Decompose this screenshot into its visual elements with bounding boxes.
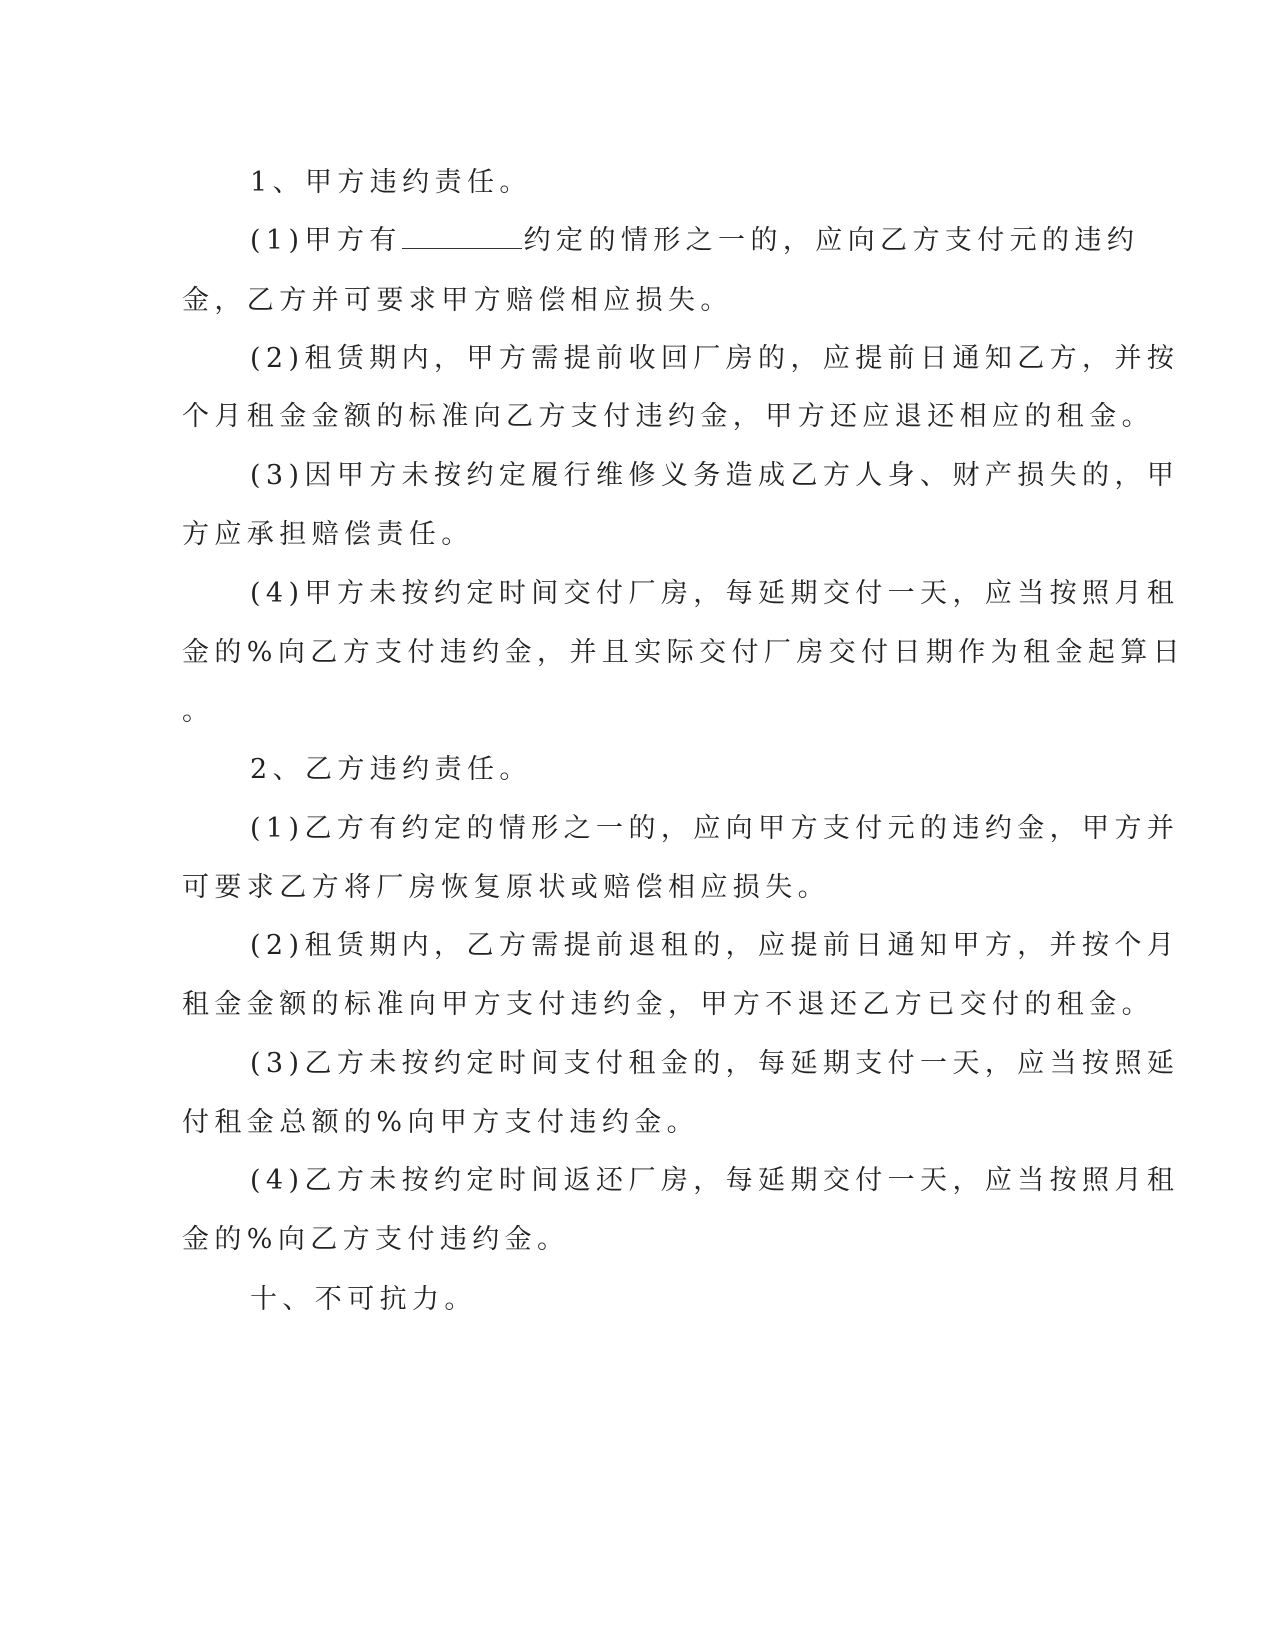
section-heading: 2、乙方违约责任。 (250, 754, 532, 785)
paragraph-line: 付租金总额的%向甲方支付违约金。 (182, 1107, 700, 1138)
paragraph-line: 金的%向乙方支付违约金。 (182, 1224, 570, 1255)
section-heading: 1、甲方违约责任。 (250, 167, 532, 198)
paragraph-line: 金，乙方并可要求甲方赔偿相应损失。 (182, 285, 733, 316)
paragraph-line: (4)甲方未按约定时间交付厂房，每延期交付一天，应当按照月租 (250, 578, 1180, 609)
paragraph-line: (3)因甲方未按约定履行维修义务造成乙方人身、财产损失的，甲 (250, 460, 1180, 491)
clause-text: 约定的情形之一的，应向乙方支付元的违约 (523, 225, 1140, 256)
paragraph-line: 方应承担赔偿责任。 (182, 519, 474, 550)
paragraph-line: 可要求乙方将厂房恢复原状或赔偿相应损失。 (182, 872, 830, 903)
fill-in-blank (402, 224, 522, 249)
paragraph-line (250, 224, 1150, 258)
paragraph-line: (4)乙方未按约定时间返还厂房，每延期交付一天，应当按照月租 (250, 1165, 1180, 1196)
paragraph-line: 租金金额的标准向甲方支付违约金，甲方不退还乙方已交付的租金。 (182, 989, 1154, 1020)
section-heading: 十、不可抗力。 (250, 1284, 477, 1315)
paragraph-line: 。 (182, 696, 215, 727)
paragraph-line: (2)租赁期内，甲方需提前收回厂房的，应提前日通知乙方，并按 (250, 343, 1180, 374)
clause-prefix: (1)甲方有 (250, 225, 402, 256)
paragraph-line: (3)乙方未按约定时间支付租金的，每延期支付一天，应当按照延 (250, 1048, 1180, 1079)
paragraph-line: 个月租金金额的标准向乙方支付违约金，甲方还应退还相应的租金。 (182, 401, 1154, 432)
paragraph-line: (2)租赁期内，乙方需提前退租的，应提前日通知甲方，并按个月 (250, 930, 1180, 961)
paragraph-line: 金的%向乙方支付违约金，并且实际交付厂房交付日期作为租金起算日 (182, 637, 1186, 668)
paragraph-line: (1)乙方有约定的情形之一的，应向甲方支付元的违约金，甲方并 (250, 813, 1180, 844)
